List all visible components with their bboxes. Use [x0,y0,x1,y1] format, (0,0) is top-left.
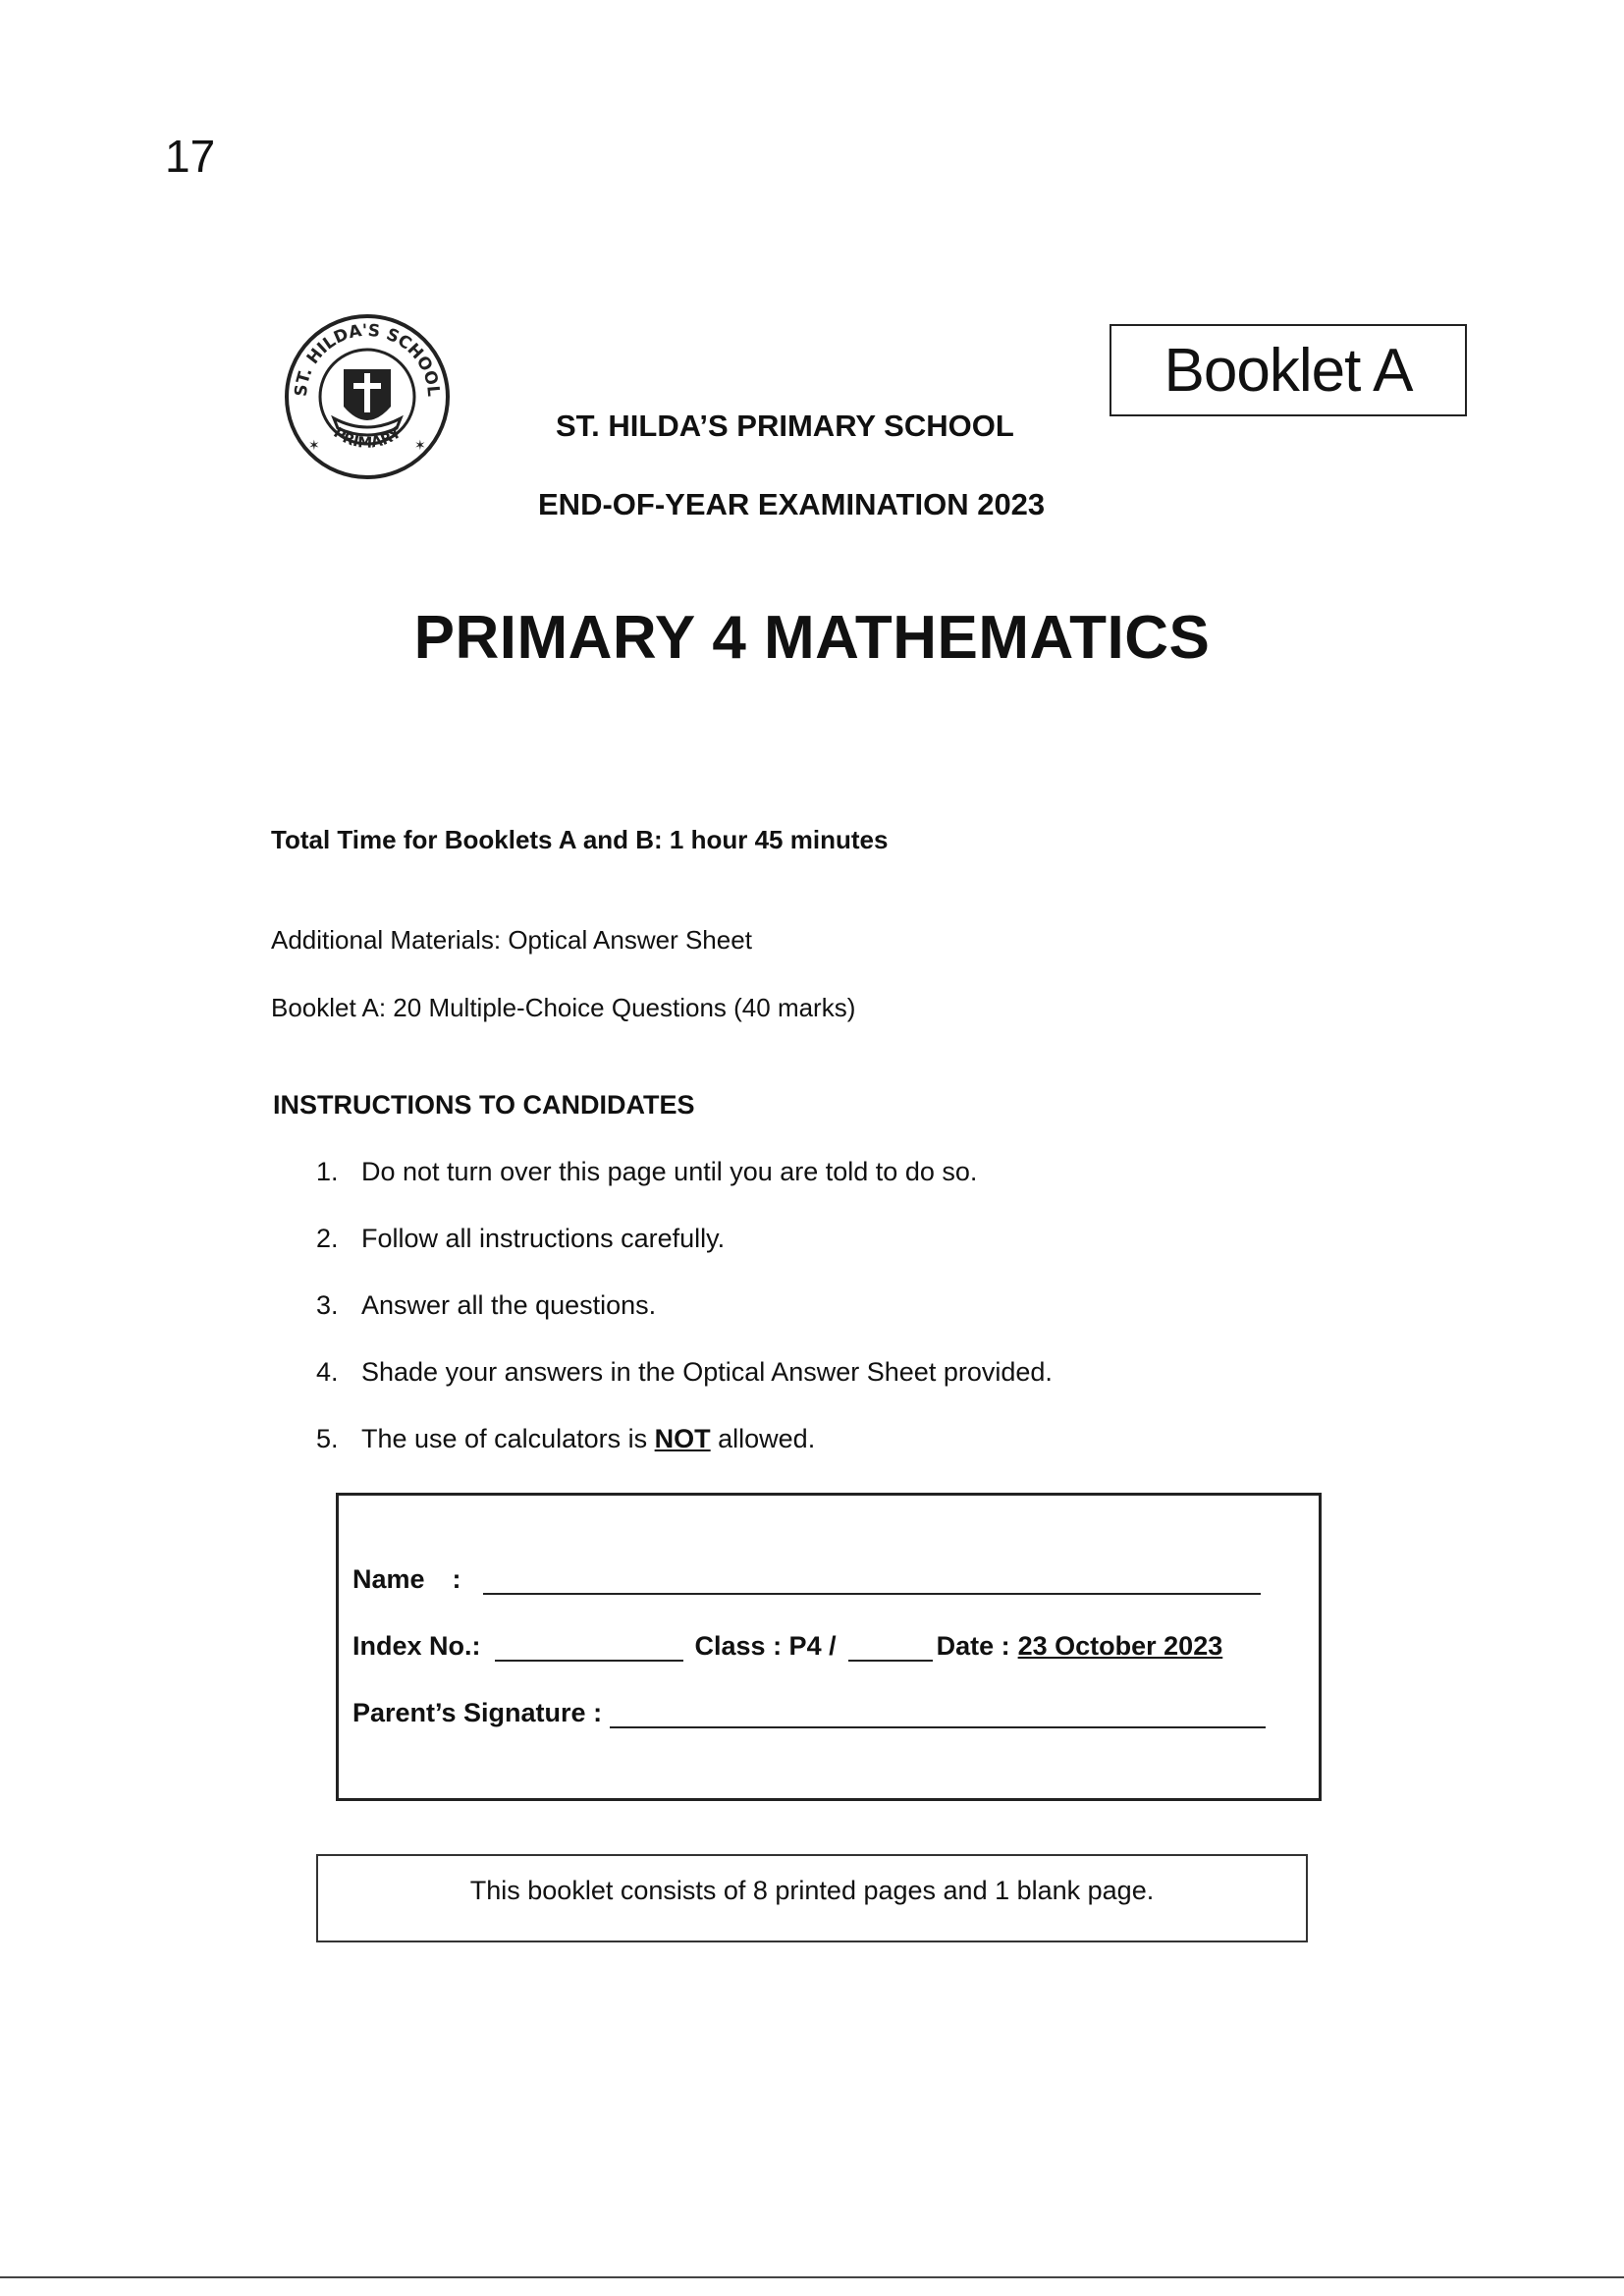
instruction-item [316,1290,1053,1357]
class-label: Class : P4 / [694,1631,837,1661]
class-field[interactable] [848,1634,933,1662]
pages-note-box [316,1854,1308,1942]
name-label: Name [352,1564,425,1594]
date-value: 23 October 2023 [1017,1631,1223,1661]
instructions-list [316,1157,1053,1491]
index-label: Index No.: [352,1631,481,1661]
instruction-item [316,1424,1053,1491]
signature-label: Parent’s Signature : [352,1698,603,1727]
instruction-text-after: allowed. [710,1424,816,1453]
additional-materials: Additional Materials: Optical Answer Sheet [271,925,752,955]
instruction-emphasis: NOT [654,1424,711,1453]
instruction-text: Answer all the questions. [361,1290,657,1320]
signature-field[interactable] [610,1701,1266,1728]
date-label: Date : [936,1631,1010,1661]
signature-row [352,1698,1266,1728]
instruction-text: Do not turn over this page until you are told to do so. [361,1157,978,1186]
instruction-text-before: The use of calculators is [361,1424,655,1453]
page-number: 17 [165,131,216,182]
bottom-rule [0,2276,1624,2278]
booklet-label: Booklet A [1164,336,1413,405]
instruction-number: 4. [316,1357,339,1387]
total-time: Total Time for Booklets A and B: 1 hour 45 minutes [271,825,889,854]
subject-title: PRIMARY 4 MATHEMATICS [413,604,1211,672]
instruction-text: Shade your answers in the Optical Answer Sheet provided. [361,1357,1053,1387]
name-colon: : [452,1564,461,1594]
index-field[interactable] [495,1634,683,1662]
name-row [352,1564,1261,1595]
svg-text:ST. HILDA'S SCHOOL: ST. HILDA'S SCHOOL [291,320,444,398]
name-field[interactable] [483,1567,1261,1595]
booklet-label-box [1110,324,1467,416]
instruction-number: 1. [316,1157,339,1186]
instruction-item [316,1157,1053,1224]
instruction-number: 3. [316,1290,339,1320]
school-crest-logo [283,312,452,481]
booklet-a-info: Booklet A: 20 Multiple-Choice Questions (40 marks) [271,993,856,1022]
index-class-date-row [352,1631,1222,1662]
instruction-number: 2. [316,1224,339,1253]
instruction-item [316,1357,1053,1424]
pages-note: This booklet consists of 8 printed pages and 1 blank page. [469,1875,1155,1905]
instructions-heading: INSTRUCTIONS TO CANDIDATES [273,1090,695,1120]
candidate-details-box [336,1493,1322,1801]
svg-text:✶: ✶ [414,437,426,453]
instruction-number: 5. [316,1424,339,1453]
svg-text:PRIMARY: PRIMARY [330,423,405,452]
instruction-item [316,1224,1053,1290]
instruction-text: Follow all instructions carefully. [361,1224,726,1253]
instruction-text [361,1424,815,1491]
school-name: ST. HILDA’S PRIMARY SCHOOL [556,409,1014,443]
exam-name: END-OF-YEAR EXAMINATION 2023 [538,487,1046,521]
svg-text:✶: ✶ [308,437,320,453]
